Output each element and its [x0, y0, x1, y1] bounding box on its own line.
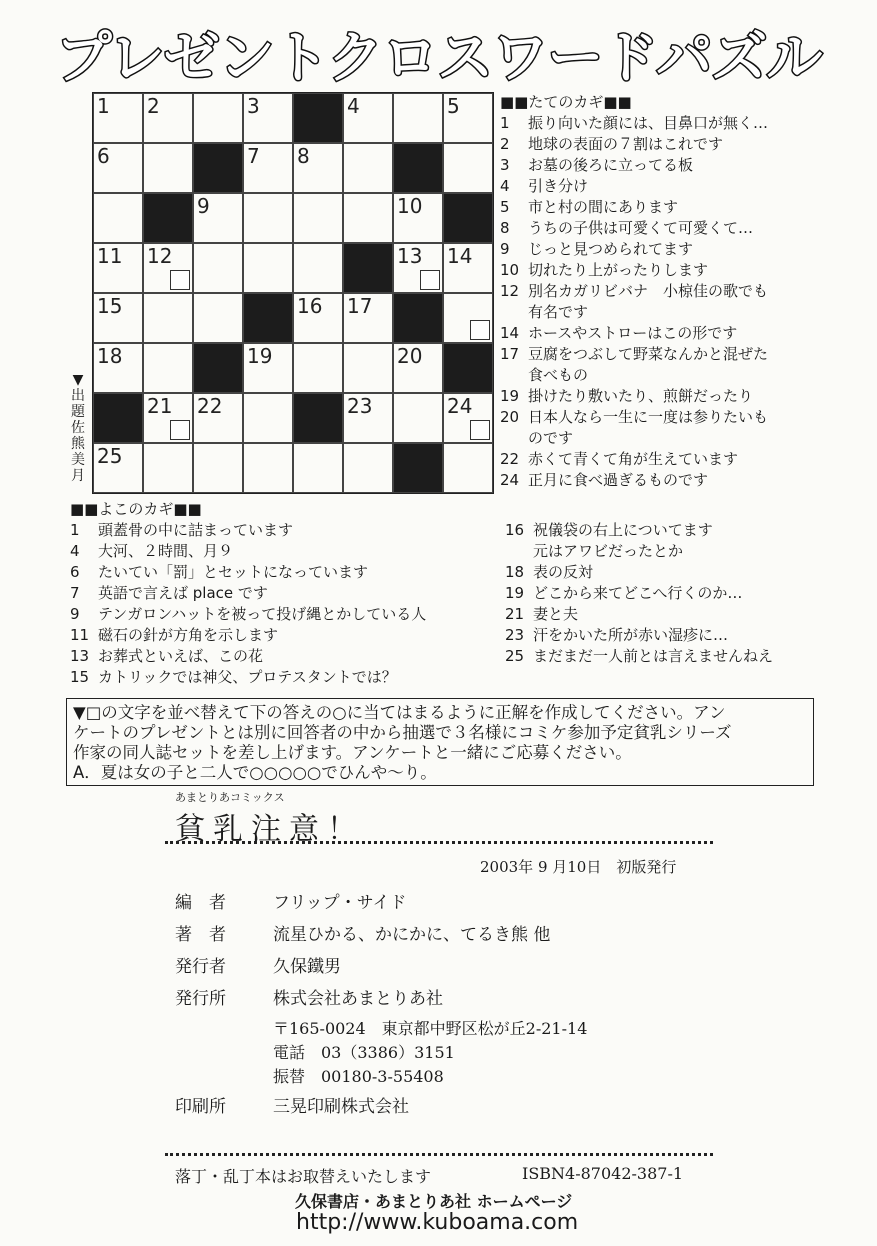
printer-value: 三晃印刷株式会社 [273, 1097, 409, 1117]
grid-cell[interactable] [143, 343, 193, 393]
author-value: 流星ひかる、かにかに、てるき熊 他 [273, 925, 551, 945]
answer-square-marker [170, 420, 190, 440]
clue-item [505, 583, 835, 604]
clue-number: 22 [197, 394, 223, 418]
down-clues [500, 92, 830, 491]
clue-item [505, 625, 835, 646]
black-cell [393, 443, 443, 493]
editor-value: フリップ・サイド [273, 893, 407, 913]
grid-cell[interactable] [243, 193, 293, 243]
clue-item-text: 日本人なら一生に一度は参りたいも [528, 408, 769, 426]
homepage-url[interactable]: http://www.kuboama.com [296, 1210, 579, 1235]
clue-item-number: 19 [505, 584, 525, 602]
clue-item-text: 頭蓋骨の中に詰まっています [98, 521, 294, 539]
grid-cell[interactable] [93, 243, 143, 293]
grid-cell[interactable] [193, 443, 243, 493]
answer-square-marker [170, 270, 190, 290]
clue-item-text: 赤くて青くて角が生えています [528, 450, 739, 468]
printer-label: 印刷所 [175, 1097, 226, 1117]
clue-item [500, 323, 830, 344]
clue-item-text: 地球の表面の７割はこれです [528, 135, 724, 153]
grid-cell[interactable] [243, 93, 293, 143]
grid-cell[interactable] [293, 293, 343, 343]
book-title: 貧乳注意！ [175, 812, 365, 847]
isbn: ISBN4-87042-387-1 [522, 1164, 684, 1183]
clue-item [70, 541, 500, 562]
clue-item [500, 176, 830, 197]
grid-cell[interactable] [143, 243, 193, 293]
grid-cell[interactable] [93, 193, 143, 243]
clue-item-number: 4 [70, 542, 80, 560]
grid-cell[interactable] [193, 293, 243, 343]
clue-number: 5 [447, 94, 460, 118]
clue-number: 24 [447, 394, 473, 418]
publisher-phone: 電話 03（3386）3151 [273, 1043, 455, 1062]
grid-cell[interactable] [393, 343, 443, 393]
clue-item [70, 583, 500, 604]
black-cell [143, 193, 193, 243]
note-line: ▼□の文字を並べ替えて下の答えの○に当てはまるように正解を作成してください。アン [73, 703, 726, 722]
clue-number: 25 [97, 444, 123, 468]
clue-item-text: 正月に食べ過ぎるものです [528, 471, 709, 489]
clue-number: 10 [397, 194, 423, 218]
black-cell [343, 243, 393, 293]
clue-item-text: 祝儀袋の右上についてます [533, 521, 713, 539]
clue-item-number [500, 302, 528, 323]
issuer-label: 発行者 [175, 957, 226, 977]
clue-number: 4 [347, 94, 360, 118]
grid-cell[interactable] [243, 343, 293, 393]
black-cell [443, 343, 493, 393]
clue-number: 18 [97, 344, 123, 368]
grid-cell[interactable] [343, 343, 393, 393]
clue-number: 11 [97, 244, 123, 268]
answer-square-marker [470, 420, 490, 440]
black-cell [393, 293, 443, 343]
clue-item-text: テンガロンハットを被って投げ縄とかしている人 [98, 605, 427, 623]
clue-item [500, 281, 830, 302]
clue-number: 6 [97, 144, 110, 168]
author-credit: ▼出題 佐熊美月 [71, 372, 85, 484]
clue-item [505, 646, 835, 667]
black-cell [293, 393, 343, 443]
grid-cell[interactable] [443, 93, 493, 143]
clue-number: 3 [247, 94, 260, 118]
grid-cell[interactable] [93, 343, 143, 393]
clue-item-text: 引き分け [528, 177, 589, 195]
clue-item-number: 19 [500, 387, 520, 405]
colophon-table [0, 888, 877, 1118]
grid-cell[interactable] [93, 143, 143, 193]
grid-cell[interactable] [193, 93, 243, 143]
grid-cell[interactable] [293, 443, 343, 493]
clue-item-text: のです [528, 429, 574, 447]
black-cell [293, 93, 343, 143]
clue-item-text: カトリックでは神父、プロテスタントでは？ [98, 668, 397, 686]
clue-item [70, 520, 500, 541]
grid-cell[interactable] [443, 443, 493, 493]
across-clues-heading: ■■よこのカギ■■ [70, 500, 202, 518]
clue-item-number: 2 [500, 135, 510, 153]
clue-item-text: 汗をかいた所が赤い湿疹に… [533, 626, 729, 644]
publish-date: 2003年 9 月10日 初版発行 [480, 858, 677, 876]
clue-item [70, 646, 500, 667]
replacement-note: 落丁・乱丁本はお取替えいたします [175, 1167, 432, 1186]
grid-cell[interactable] [93, 93, 143, 143]
clue-item [70, 562, 500, 583]
clue-item-number: 1 [500, 114, 510, 132]
clue-number: 23 [347, 394, 373, 418]
series-name: あまとりあコミックス [175, 791, 285, 804]
grid-cell[interactable] [93, 443, 143, 493]
black-cell [393, 143, 443, 193]
dotted-divider [165, 841, 713, 844]
clue-item [500, 113, 830, 134]
grid-cell[interactable] [93, 293, 143, 343]
clue-item [500, 449, 830, 470]
clue-item [505, 541, 835, 562]
grid-cell[interactable] [243, 243, 293, 293]
issuer-value: 久保鐵男 [273, 957, 341, 977]
clue-item [500, 239, 830, 260]
clue-item-text: どこから来てどこへ行くのか… [533, 584, 743, 602]
clue-number: 16 [297, 294, 323, 318]
clue-item [500, 428, 830, 449]
clue-item-text: 妻と夫 [533, 605, 579, 623]
clue-item-number: 23 [505, 626, 525, 644]
clue-item-text: 表の反対 [533, 563, 594, 581]
clue-item-number: 9 [70, 605, 80, 623]
publisher-address: 〒165-0024 東京都中野区松が丘2-21-14 [273, 1019, 588, 1038]
puzzle-title: プレゼントクロスワードパズル [55, 26, 822, 91]
clue-item-number: 5 [500, 198, 510, 216]
publisher-transfer: 振替 00180-3-55408 [273, 1067, 444, 1086]
editor-label: 編 者 [175, 893, 226, 913]
grid-cell[interactable] [343, 193, 393, 243]
clue-item-text: たいてい「罰」とセットになっています [98, 563, 369, 581]
grid-cell[interactable] [293, 243, 343, 293]
clue-item-text: 切れたり上がったりします [528, 261, 709, 279]
clue-item [500, 302, 830, 323]
grid-cell[interactable] [243, 143, 293, 193]
grid-cell[interactable] [343, 143, 393, 193]
clue-number: 1 [97, 94, 110, 118]
clue-item [500, 407, 830, 428]
grid-cell[interactable] [343, 393, 393, 443]
clue-item-number: 15 [70, 668, 90, 686]
clue-item-text: まだまだ一人前とは言えませんねえ [533, 647, 774, 665]
clue-item [500, 134, 830, 155]
grid-cell[interactable] [393, 243, 443, 293]
grid-cell[interactable] [143, 143, 193, 193]
grid-cell[interactable] [343, 93, 393, 143]
grid-cell[interactable] [393, 193, 443, 243]
clue-item [505, 520, 835, 541]
clue-item-number: 21 [505, 605, 525, 623]
grid-cell[interactable] [343, 293, 393, 343]
clue-item [500, 260, 830, 281]
answer-line: A．夏は女の子と二人で○○○○○でひんや～り。 [73, 763, 437, 782]
clue-number: 9 [197, 194, 210, 218]
grid-cell[interactable] [243, 393, 293, 443]
clue-item-text: 掛けたり敷いたり、煎餅だったり [528, 387, 754, 405]
grid-cell[interactable] [443, 243, 493, 293]
clue-item [70, 625, 500, 646]
clue-item-text: 別名カガリビバナ 小椋佳の歌でも [528, 282, 769, 300]
grid-cell[interactable] [293, 143, 343, 193]
grid-cell[interactable] [443, 143, 493, 193]
clue-item-number: 17 [500, 345, 520, 363]
clue-item-text: じっと見つめられてます [528, 240, 694, 258]
clue-number: 15 [97, 294, 123, 318]
clue-item-number: 8 [500, 219, 510, 237]
grid-cell[interactable] [143, 443, 193, 493]
clue-number: 19 [247, 344, 273, 368]
grid-cell[interactable] [393, 93, 443, 143]
clue-number: 8 [297, 144, 310, 168]
clue-item-number: 1 [70, 521, 80, 539]
clue-number: 2 [147, 94, 160, 118]
clue-number: 17 [347, 294, 373, 318]
clue-item [500, 197, 830, 218]
clue-item-number: 10 [500, 261, 520, 279]
clue-item [505, 562, 835, 583]
across-clues-left [70, 499, 500, 688]
black-cell [243, 293, 293, 343]
clue-item [500, 386, 830, 407]
clue-item [500, 344, 830, 365]
clue-item-text: 英語で言えば place です [98, 584, 268, 602]
clue-item [500, 155, 830, 176]
black-cell [93, 393, 143, 443]
clue-item [500, 365, 830, 386]
clue-item-text: 有名です [528, 303, 589, 321]
clue-item [70, 604, 500, 625]
clue-number: 7 [247, 144, 260, 168]
clue-item-number [500, 365, 528, 386]
clue-item-text: お墓の後ろに立ってる板 [528, 156, 694, 174]
grid-cell[interactable] [193, 393, 243, 443]
clue-number: 14 [447, 244, 473, 268]
clue-item-number: 14 [500, 324, 520, 342]
grid-cell[interactable] [443, 393, 493, 443]
clue-number: 13 [397, 244, 423, 268]
clue-item-number: 7 [70, 584, 80, 602]
dotted-divider-bottom [165, 1153, 713, 1156]
answer-square-marker [420, 270, 440, 290]
clue-item-number: 22 [500, 450, 520, 468]
clue-item-number: 3 [500, 156, 510, 174]
clue-item-text: 磁石の針が方角を示します [98, 626, 279, 644]
crossword-grid [92, 92, 494, 494]
clue-item-text: お葬式といえば、この花 [98, 647, 264, 665]
clue-item-text: 豆腐をつぶして野菜なんかと混ぜた [528, 345, 769, 363]
clue-item-text: 元はアワビだったとか [533, 542, 684, 560]
grid-cell[interactable] [443, 293, 493, 343]
note-line: 作家の同人誌セットを差し上げます。アンケートと一緒にご応募ください。 [73, 743, 632, 762]
homepage-label: 久保書店・あまとりあ社 ホームページ [295, 1192, 573, 1211]
clue-item-number: 6 [70, 563, 80, 581]
clue-item-number: 13 [70, 647, 90, 665]
clue-item [500, 218, 830, 239]
clue-item [505, 604, 835, 625]
grid-cell[interactable] [143, 293, 193, 343]
grid-cell[interactable] [143, 393, 193, 443]
clue-item-number: 25 [505, 647, 525, 665]
clue-number: 12 [147, 244, 173, 268]
grid-cell[interactable] [243, 443, 293, 493]
clue-item-number: 24 [500, 471, 520, 489]
grid-cell[interactable] [293, 193, 343, 243]
note-line: ケートのプレゼントとは別に回答者の中から抽選で３名様にコミケ参加予定貧乳シリーズ [73, 723, 732, 742]
black-cell [193, 343, 243, 393]
clue-item-text: 食べもの [528, 366, 589, 384]
clue-item-number: 16 [505, 521, 525, 539]
clue-item [70, 667, 500, 688]
grid-cell[interactable] [343, 443, 393, 493]
clue-item-text: 大河、２時間、月９ [98, 542, 234, 560]
black-cell [443, 193, 493, 243]
grid-cell[interactable] [193, 243, 243, 293]
across-clues-right [505, 520, 835, 667]
clue-item-number: 11 [70, 626, 90, 644]
clue-item [500, 470, 830, 491]
answer-square-marker [470, 320, 490, 340]
author-label: 著 者 [175, 925, 226, 945]
clue-item-text: うちの子供は可愛くて可愛くて… [528, 219, 754, 237]
grid-cell[interactable] [193, 193, 243, 243]
grid-cell[interactable] [143, 93, 193, 143]
clue-item-number: 4 [500, 177, 510, 195]
down-clues-heading: ■■たてのカギ■■ [500, 93, 632, 111]
grid-cell[interactable] [293, 343, 343, 393]
publisher-label: 発行所 [175, 989, 226, 1009]
clue-item-text: 市と村の間にあります [528, 198, 679, 216]
clue-item-text: 振り向いた顔には、目鼻口が無く… [528, 114, 769, 132]
clue-item-number: 20 [500, 408, 520, 426]
clue-item-number [505, 541, 533, 562]
clue-item-number: 12 [500, 282, 520, 300]
clue-number: 20 [397, 344, 423, 368]
prize-instructions [66, 698, 814, 786]
clue-item-number [500, 428, 528, 449]
clue-number: 21 [147, 394, 173, 418]
black-cell [193, 143, 243, 193]
clue-item-number: 9 [500, 240, 510, 258]
clue-item-text: ホースやストローはこの形です [528, 324, 738, 342]
grid-cell[interactable] [393, 393, 443, 443]
clue-item-number: 18 [505, 563, 525, 581]
publisher-value: 株式会社あまとりあ社 [273, 989, 443, 1009]
